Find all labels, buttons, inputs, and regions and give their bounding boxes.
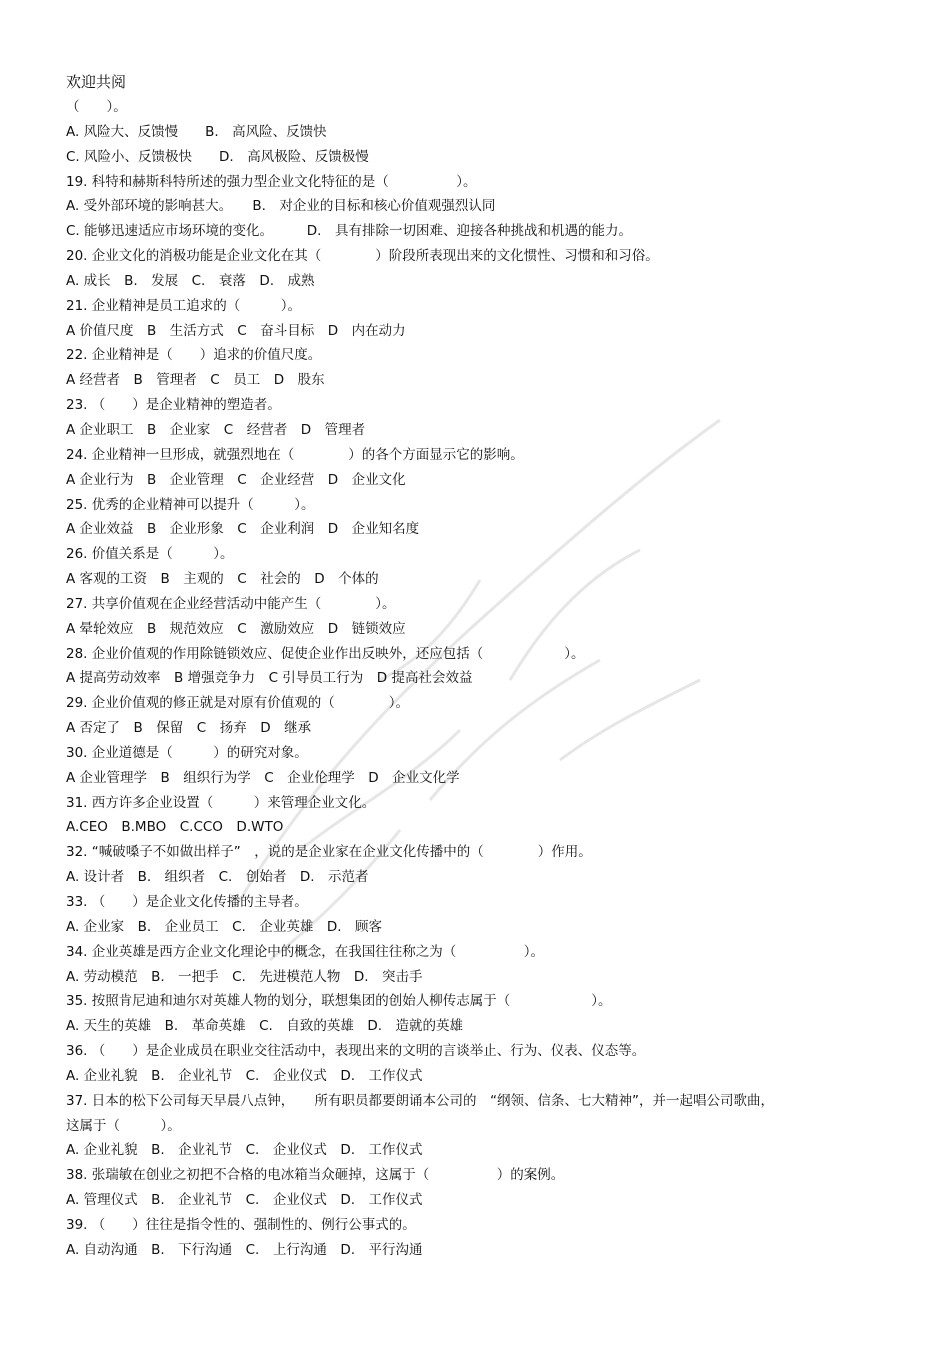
text-line: A. 天生的英雄 B. 革命英雄 C. 自致的英雄 D. 造就的英雄	[66, 1018, 464, 1035]
text-line: 22. 企业精神是（ ）追求的价值尺度。	[66, 347, 322, 364]
text-line: 34. 企业英雄是西方企业文化理论中的概念，在我国往往称之为（ ）。	[66, 943, 545, 960]
text-line: 20. 企业文化的消极功能是企业文化在其（ ）阶段所表现出来的文化惯性、习惯和和习俗。	[66, 248, 659, 265]
text-line: 38. 张瑞敏在创业之初把不合格的电冰箱当众砸掉，这属于（ ）的案例。	[66, 1167, 565, 1184]
text-line: 31. 西方许多企业设置（ ）来管理企业文化。	[66, 794, 376, 811]
text-line: A 企业效益 B 企业形象 C 企业利润 D 企业知名度	[66, 521, 420, 538]
text-line: A 提高劳动效率 B 增强竞争力 C 引导员工行为 D 提高社会效益	[66, 670, 473, 687]
text-line: 21. 企业精神是员工追求的（ ）。	[66, 297, 302, 314]
text-line: 这属于（ ）。	[66, 1117, 181, 1134]
text-line: A 客观的工资 B 主观的 C 社会的 D 个体的	[66, 571, 379, 588]
text-line: C. 风险小、反馈极快 D. 高风极险、反馈极慢	[66, 148, 369, 165]
text-line: 36. （ ）是企业成员在职业交往活动中，表现出来的文明的言谈举止、行为、仪表、仪态等。	[66, 1043, 646, 1060]
text-line: A. 受外部环境的影响甚大。 B. 对企业的目标和核心价值观强烈认同	[66, 198, 496, 215]
text-line: 30. 企业道德是（ ）的研究对象。	[66, 744, 308, 761]
text-line: A. 设计者 B. 组织者 C. 创始者 D. 示范者	[66, 869, 369, 886]
text-line: A. 成长 B. 发展 C. 衰落 D. 成熟	[66, 272, 315, 289]
text-line: 25. 优秀的企业精神可以提升（ ）。	[66, 496, 315, 513]
text-line: 35. 按照肯尼迪和迪尔对英雄人物的划分，联想集团的创始人柳传志属于（ ）。	[66, 993, 612, 1010]
text-line: A. 风险大、反馈慢 B. 高风险、反馈快	[66, 123, 327, 140]
text-line: A. 企业礼貌 B. 企业礼节 C. 企业仪式 D. 工作仪式	[66, 1142, 423, 1159]
text-line: A 价值尺度 B 生活方式 C 奋斗目标 D 内在动力	[66, 322, 406, 339]
text-line: A. 自动沟通 B. 下行沟通 C. 上行沟通 D. 平行沟通	[66, 1241, 423, 1258]
text-line: 26. 价值关系是（ ）。	[66, 546, 234, 563]
text-line: 27. 共享价值观在企业经营活动中能产生（ ）。	[66, 595, 396, 612]
text-line: A.CEO B.MBO C.CCO D.WTO	[66, 819, 284, 836]
text-line: 23. （ ）是企业精神的塑造者。	[66, 397, 281, 414]
text-line: 39. （ ）往往是指令性的、强制性的、例行公事式的。	[66, 1216, 416, 1233]
text-line: A. 企业家 B. 企业员工 C. 企业英雄 D. 顾客	[66, 918, 383, 935]
text-line: A. 企业礼貌 B. 企业礼节 C. 企业仪式 D. 工作仪式	[66, 1067, 423, 1084]
header-label: 欢迎共阅	[66, 73, 127, 91]
text-line: A 晕轮效应 B 规范效应 C 激励效应 D 链锁效应	[66, 620, 406, 637]
text-line: A. 管理仪式 B. 企业礼节 C. 企业仪式 D. 工作仪式	[66, 1192, 423, 1209]
text-line: A 否定了 B 保留 C 扬弃 D 继承	[66, 720, 312, 737]
text-line: A 企业行为 B 企业管理 C 企业经营 D 企业文化	[66, 471, 406, 488]
text-line: 33. （ ）是企业文化传播的主导者。	[66, 894, 308, 910]
text-line: A 企业管理学 B 组织行为学 C 企业伦理学 D 企业文化学	[66, 769, 460, 786]
question-list	[66, 95, 886, 1263]
text-line: A. 劳动模范 B. 一把手 C. 先进模范人物 D. 突击手	[66, 968, 423, 985]
text-line: （ ）。	[66, 99, 127, 115]
text-line: 37. 日本的松下公司每天早晨八点钟， 所有职员都要朗诵本公司的 “纲领、信条、七大精神”，并一起唱公司歌曲，	[66, 1092, 774, 1109]
text-line: A 经营者 B 管理者 C 员工 D 股东	[66, 372, 325, 389]
text-line: 29. 企业价值观的修正就是对原有价值观的（ ）。	[66, 695, 410, 712]
text-line: C. 能够迅速适应市场环境的变化。 D. 具有排除一切困难、迎接各种挑战和机遇的能力。	[66, 223, 632, 240]
text-line: A 企业职工 B 企业家 C 经营者 D 管理者	[66, 421, 366, 438]
text-line: 32. “喊破嗓子不如做出样子” ，说的是企业家在企业文化传播中的（ ）作用。	[66, 844, 592, 861]
text-line: 24. 企业精神一旦形成，就强烈地在（ ）的各个方面显示它的影响。	[66, 446, 524, 463]
text-line: 28. 企业价值观的作用除链锁效应、促使企业作出反映外，还应包括（ ）。	[66, 645, 585, 662]
text-line: 19. 科特和赫斯科特所述的强力型企业文化特征的是（ ）。	[66, 173, 477, 190]
